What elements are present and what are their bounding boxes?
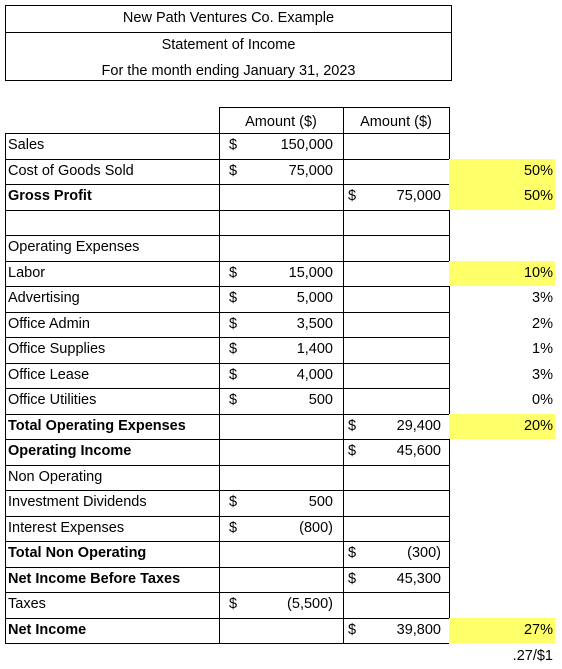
amount-2-value: (300) [407, 545, 441, 561]
amount-2-dollar: $ [348, 621, 357, 638]
amount-1-value [245, 414, 333, 439]
amount-1-dollar: $ [229, 494, 238, 510]
statement-title: Statement of Income [161, 37, 296, 53]
footnote: .27/$1 [512, 648, 553, 664]
row-label: Non Operating [8, 468, 103, 485]
amount-2-dollar [348, 337, 362, 362]
amount-2-dollar: $ [348, 417, 357, 434]
amount-2-dollar [348, 516, 362, 541]
row-label [8, 210, 218, 235]
amount-1-value: 3,500 [296, 315, 333, 332]
amount-1-dollar [229, 210, 243, 235]
amount-1-dollar: $ [229, 315, 238, 332]
table-row [0, 235, 562, 261]
amount-2-dollar: $ [348, 545, 357, 561]
amount-1-value [245, 618, 333, 643]
amount-2-dollar: $ [348, 570, 357, 587]
amount-1-dollar: $ [229, 341, 238, 357]
table-row [0, 286, 562, 312]
row-label: Labor [8, 264, 46, 281]
amount-1-dollar: $ [229, 366, 238, 383]
percent-value [449, 490, 553, 515]
amount-column-2-header: Amount ($) [360, 114, 432, 130]
amount-2-value: 75,000 [396, 188, 441, 204]
amount-1-value [245, 541, 333, 566]
percent-value: 3% [532, 366, 553, 383]
amount-2-dollar [348, 592, 362, 617]
table-row [0, 439, 562, 465]
table-row [0, 261, 562, 287]
amount-2-dollar [348, 261, 362, 286]
amount-1-dollar: $ [229, 290, 238, 306]
amount-2-value [363, 363, 441, 388]
amount-1-dollar [229, 439, 243, 464]
amount-2-dollar [348, 465, 362, 490]
percent-value: 2% [532, 315, 553, 332]
amount-2-dollar: $ [348, 188, 357, 204]
amount-2-value [363, 235, 441, 260]
row-label: Cost of Goods Sold [8, 162, 134, 179]
amount-1-dollar: $ [229, 596, 238, 612]
amount-1-dollar: $ [229, 137, 238, 153]
row-label: Net Income [8, 621, 87, 638]
amount-2-value [363, 490, 441, 515]
amount-1-value: (5,500) [287, 596, 333, 612]
amount-2-dollar [348, 490, 362, 515]
table-row [0, 210, 562, 236]
table-row [0, 592, 562, 618]
percent-value: 10% [523, 264, 553, 281]
amount-1-value: (800) [299, 519, 333, 536]
amount-1-dollar: $ [229, 162, 238, 179]
amount-2-value [363, 388, 441, 413]
amount-1-dollar [229, 618, 243, 643]
table-row [0, 465, 562, 491]
row-label: Office Lease [8, 366, 90, 383]
amount-2-dollar [348, 363, 362, 388]
percent-value [449, 516, 553, 541]
row-label: Sales [8, 137, 45, 153]
amount-2-value [363, 261, 441, 286]
amount-1-dollar [229, 414, 243, 439]
row-label: Net Income Before Taxes [8, 570, 181, 587]
amount-2-value: 39,800 [396, 621, 441, 638]
amount-1-value [245, 567, 333, 592]
amount-1-value [245, 235, 333, 260]
amount-1-value [245, 439, 333, 464]
percent-value [449, 541, 553, 566]
amount-1-value [245, 184, 333, 209]
amount-2-value [363, 286, 441, 311]
amount-1-dollar: $ [229, 264, 238, 281]
table-row [0, 388, 562, 414]
table-row [0, 337, 562, 363]
row-label: Office Utilities [8, 392, 97, 408]
table-row [0, 541, 562, 567]
amount-2-dollar [348, 210, 362, 235]
amount-1-value: 500 [308, 392, 333, 408]
percent-value [449, 235, 553, 260]
amount-2-value [363, 592, 441, 617]
row-label: Taxes [8, 596, 46, 612]
amount-2-dollar [348, 235, 362, 260]
table-row [0, 184, 562, 210]
percent-value: 20% [523, 417, 553, 434]
row-label: Interest Expenses [8, 519, 125, 536]
row-label: Advertising [8, 290, 80, 306]
percent-value [449, 567, 553, 592]
row-label: Office Admin [8, 315, 90, 332]
row-label: Total Non Operating [8, 545, 147, 561]
percent-value: 0% [532, 392, 553, 408]
amount-1-dollar [229, 567, 243, 592]
amount-2-value [363, 516, 441, 541]
table-row [0, 159, 562, 185]
amount-2-dollar [348, 286, 362, 311]
amount-1-value: 4,000 [296, 366, 333, 383]
amount-1-value: 500 [308, 494, 333, 510]
percent-value: 50% [523, 188, 553, 204]
amount-2-value [363, 465, 441, 490]
percent-value [449, 592, 553, 617]
amount-1-value: 15,000 [288, 264, 333, 281]
amount-1-dollar [229, 465, 243, 490]
amount-1-dollar [229, 184, 243, 209]
table-row [0, 618, 562, 644]
amount-2-value [363, 210, 441, 235]
table-row [0, 363, 562, 389]
amount-2-dollar [348, 159, 362, 184]
amount-1-dollar [229, 235, 243, 260]
table-row [0, 516, 562, 542]
amount-2-value [363, 159, 441, 184]
percent-value: 1% [532, 341, 553, 357]
percent-value: 27% [523, 621, 553, 638]
amount-2-dollar [348, 388, 362, 413]
percent-value [449, 210, 553, 235]
table-row [0, 133, 562, 159]
row-label: Gross Profit [8, 188, 92, 204]
amount-2-value: 45,300 [396, 570, 441, 587]
table-row [0, 567, 562, 593]
table-row [0, 414, 562, 440]
amount-1-value [245, 465, 333, 490]
percent-value [449, 439, 553, 464]
amount-2-dollar [348, 133, 362, 158]
amount-2-value: 29,400 [396, 417, 441, 434]
amount-1-dollar: $ [229, 519, 238, 536]
table-row [0, 312, 562, 338]
amount-1-value: 150,000 [280, 137, 333, 153]
percent-value: 3% [532, 290, 553, 306]
amount-1-value: 1,400 [296, 341, 333, 357]
row-label: Investment Dividends [8, 494, 147, 510]
amount-1-value [245, 210, 333, 235]
amount-column-1-header: Amount ($) [245, 114, 317, 130]
percent-value [449, 465, 553, 490]
amount-2-value [363, 337, 441, 362]
percent-value: 50% [523, 162, 553, 179]
row-label: Office Supplies [8, 341, 106, 357]
amount-2-value [363, 133, 441, 158]
amount-1-value: 75,000 [288, 162, 333, 179]
amount-2-dollar: $ [348, 443, 357, 459]
table-row [0, 490, 562, 516]
amount-1-dollar [229, 541, 243, 566]
amount-2-value: 45,600 [396, 443, 441, 459]
row-label: Operating Expenses [8, 239, 140, 255]
percent-value [449, 133, 553, 158]
amount-2-value [363, 312, 441, 337]
period-title: For the month ending January 31, 2023 [101, 63, 356, 79]
amount-1-dollar: $ [229, 392, 238, 408]
amount-2-dollar [348, 312, 362, 337]
amount-1-value: 5,000 [296, 290, 333, 306]
row-label: Total Operating Expenses [8, 417, 186, 434]
row-label: Operating Income [8, 443, 132, 459]
company-title: New Path Ventures Co. Example [122, 10, 335, 26]
